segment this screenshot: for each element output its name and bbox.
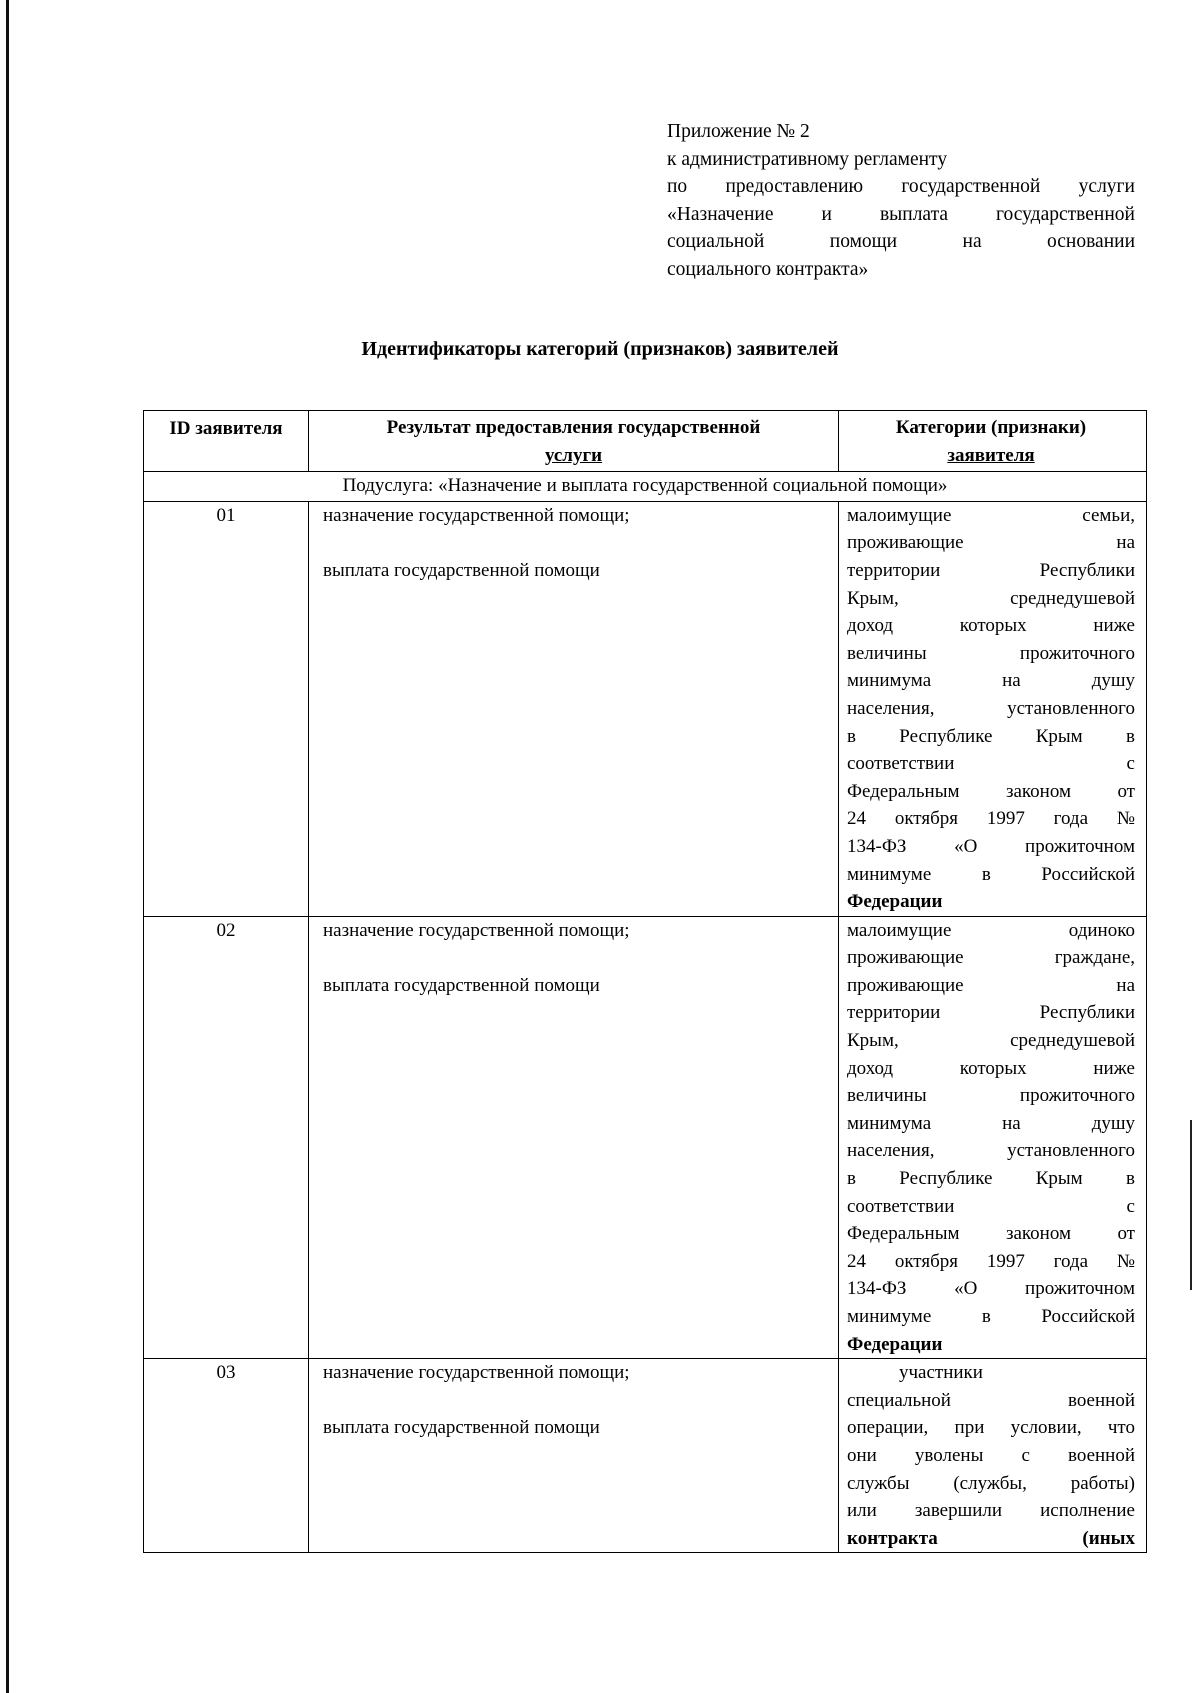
subservice-label: Подуслуга: «Назначение и выплата государственной социальной помощи»: [342, 475, 948, 497]
row-result: [309, 502, 839, 916]
table-row: [144, 1359, 1146, 1552]
result-line-2: выплата государственной помощи: [323, 559, 600, 581]
category-line: соответствии с: [847, 1195, 1135, 1217]
appendix-line-5: социальной помощи на основании: [667, 231, 1135, 252]
row-category: [839, 1359, 1145, 1552]
category-line: участники: [899, 1362, 983, 1384]
row-category: [839, 502, 1145, 916]
header-category-line-2: заявителя: [947, 444, 1035, 466]
appendix-line-4: «Назначение и выплата государственной: [667, 203, 1135, 225]
subservice-row: [144, 472, 1146, 502]
category-line: Федерации: [847, 891, 943, 913]
header-result: [309, 411, 839, 471]
document-title: Идентификаторы категорий (признаков) заявителей: [361, 338, 839, 360]
category-line: Крым, среднедушевой: [847, 1030, 1135, 1052]
result-line-1: назначение государственной помощи;: [323, 919, 630, 941]
category-line: 134-ФЗ «О прожиточном: [847, 835, 1135, 857]
category-line: населения, установленного: [847, 1140, 1135, 1162]
scan-left-edge: [6, 0, 9, 1693]
header-id: ID заявителя: [144, 411, 309, 471]
table-row: [144, 917, 1146, 1360]
category-line: малоимущие одиноко: [847, 919, 1135, 941]
category-line: населения, установленного: [847, 697, 1135, 719]
row-result: [309, 1359, 839, 1552]
table-row: [144, 502, 1146, 917]
row-id: 01: [144, 502, 309, 916]
category-line: Федерации: [847, 1333, 943, 1355]
applicant-categories-table: [143, 410, 1147, 1553]
result-line-1: назначение государственной помощи;: [323, 504, 630, 526]
appendix-header: [667, 118, 1135, 283]
category-line: специальной военной: [847, 1389, 1135, 1411]
appendix-line-3: по предоставлению государственной услуги: [667, 176, 1135, 197]
result-line-2: выплата государственной помощи: [323, 974, 600, 996]
category-line: 24 октября 1997 года №: [847, 808, 1135, 830]
scan-right-mark: [1190, 1120, 1192, 1290]
row-id: 02: [144, 917, 309, 1359]
category-line: соответствии с: [847, 753, 1135, 775]
appendix-line-2: к административному регламенту: [667, 148, 948, 170]
category-line: 134-ФЗ «О прожиточном: [847, 1278, 1135, 1300]
category-line: малоимущие семьи,: [847, 504, 1135, 526]
category-line: операции, при условии, что: [847, 1417, 1135, 1439]
category-line: или завершили исполнение: [847, 1500, 1135, 1522]
category-line: доход которых ниже: [847, 615, 1135, 637]
category-line: они уволены с военной: [847, 1444, 1135, 1466]
category-line: 24 октября 1997 года №: [847, 1250, 1135, 1272]
category-line: проживающие граждане,: [847, 947, 1135, 969]
header-result-line-1: Результат предоставления государственной: [386, 417, 761, 438]
header-category: [839, 411, 1145, 471]
category-line: минимума на душу: [847, 1112, 1135, 1134]
category-line: минимуме в Российской: [847, 1306, 1135, 1327]
category-line: в Республике Крым в: [847, 725, 1135, 747]
result-line-1: назначение государственной помощи;: [323, 1362, 630, 1384]
category-line: Крым, среднедушевой: [847, 587, 1135, 609]
result-line-2: выплата государственной помощи: [323, 1417, 600, 1439]
row-category: [839, 917, 1145, 1359]
row-id: 03: [144, 1359, 309, 1552]
category-line: территории Республики: [847, 1002, 1135, 1024]
category-line: контракта (иных: [847, 1527, 1135, 1549]
appendix-line-6: социального контракта»: [667, 258, 869, 280]
category-line: Федеральным законом от: [847, 1223, 1135, 1245]
category-line: величины прожиточного: [847, 1085, 1135, 1107]
category-line: минимуме в Российской: [847, 863, 1135, 885]
header-category-line-1: Категории (признаки): [895, 417, 1087, 438]
header-result-line-2: услуги: [544, 444, 603, 466]
category-line: величины прожиточного: [847, 642, 1135, 664]
category-line: проживающие на: [847, 974, 1135, 996]
category-line: проживающие на: [847, 532, 1135, 554]
category-line: доход которых ниже: [847, 1057, 1135, 1079]
row-result: [309, 917, 839, 1359]
category-line: Федеральным законом от: [847, 780, 1135, 802]
appendix-number: Приложение № 2: [667, 121, 810, 142]
category-line: минимума на душу: [847, 670, 1135, 692]
category-line: службы (службы, работы): [847, 1472, 1135, 1494]
table-header-row: [144, 411, 1146, 472]
category-line: территории Республики: [847, 559, 1135, 581]
category-line: в Республике Крым в: [847, 1168, 1135, 1190]
